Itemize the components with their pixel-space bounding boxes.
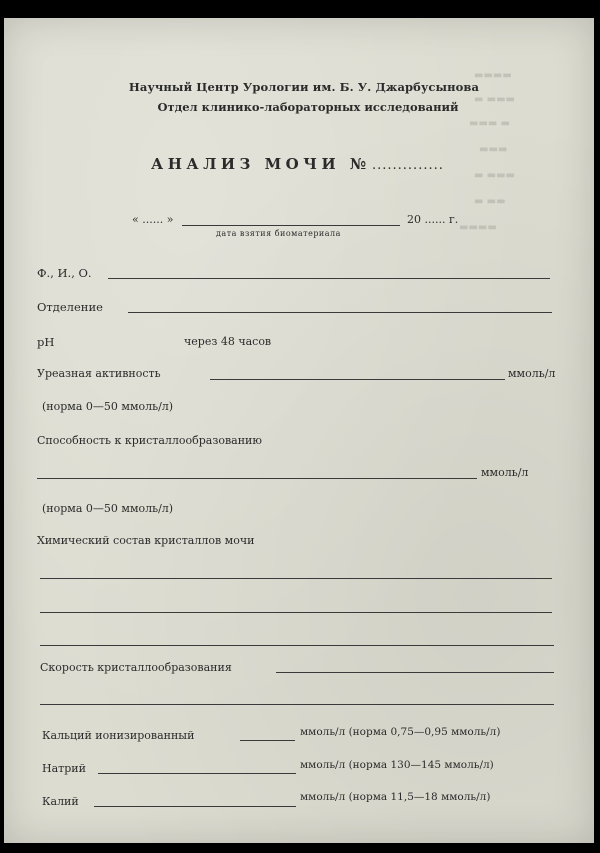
department-field[interactable] (128, 312, 552, 313)
potassium-field[interactable] (94, 806, 296, 807)
calcium-field[interactable] (240, 740, 295, 741)
date-caption: дата взятия биоматериала (216, 229, 341, 238)
bleed-through-text: ▬▬▬ (479, 144, 508, 155)
bleed-through-text: ▬ ▬▬▬ (474, 94, 515, 105)
calcium-label: Кальций ионизированный (42, 729, 195, 742)
department-name: Отдел клинико-лабораторных исследований (157, 100, 459, 114)
form-title: АНАЛИЗ МОЧИ № (151, 155, 371, 173)
urease-norm: (норма 0—50 ммоль/л) (42, 400, 174, 413)
after-48-hours-label: через 48 часов (184, 335, 272, 348)
crystal-speed-label: Скорость кристаллообразования (40, 661, 232, 674)
crystal-speed-line-2[interactable] (40, 704, 554, 705)
crystal-ability-norm: (норма 0—50 ммоль/л) (42, 502, 174, 515)
institution-name: Научный Центр Урологии им. Б. У. Джарбусынова (128, 80, 480, 94)
chem-composition-label: Химический состав кристаллов мочи (37, 534, 255, 547)
sodium-field[interactable] (98, 773, 296, 774)
crystal-speed-field[interactable] (276, 672, 554, 673)
bleed-through-text: ▬▬▬▬ (474, 70, 512, 81)
bleed-through-text: ▬▬▬ ▬ (469, 118, 510, 129)
crystal-ability-unit: ммоль/л (481, 466, 529, 479)
form-sheet (4, 18, 594, 843)
potassium-label: Калий (42, 795, 79, 808)
urease-label: Уреазная активность (37, 367, 161, 380)
fio-label: Ф., И., О. (37, 266, 92, 280)
calcium-unit-norm: ммоль/л (норма 0,75—0,95 ммоль/л) (300, 726, 501, 738)
urease-field[interactable] (210, 379, 505, 380)
fio-field[interactable] (108, 278, 550, 279)
form-number-dots: .............. (372, 158, 444, 173)
date-line[interactable] (182, 225, 400, 226)
date-day: « ...... » (132, 213, 174, 226)
ph-label: pH (37, 335, 55, 349)
date-year: 20 ...... г. (407, 213, 459, 226)
potassium-unit-norm: ммоль/л (норма 11,5—18 ммоль/л) (300, 791, 491, 803)
chem-composition-line-3[interactable] (40, 645, 554, 646)
chem-composition-line-1[interactable] (40, 578, 552, 579)
urease-unit: ммоль/л (508, 367, 556, 380)
bleed-through-text: ▬ ▬▬ (474, 196, 506, 207)
crystal-ability-label: Способность к кристаллообразованию (37, 434, 262, 447)
chem-composition-line-2[interactable] (40, 612, 552, 613)
crystal-ability-field[interactable] (37, 478, 477, 479)
department-label: Отделение (37, 300, 103, 314)
bleed-through-text: ▬▬▬▬ (459, 222, 497, 233)
sodium-unit-norm: ммоль/л (норма 130—145 ммоль/л) (300, 759, 494, 771)
bleed-through-text: ▬ ▬▬▬ (474, 170, 515, 181)
sodium-label: Натрий (42, 762, 86, 775)
